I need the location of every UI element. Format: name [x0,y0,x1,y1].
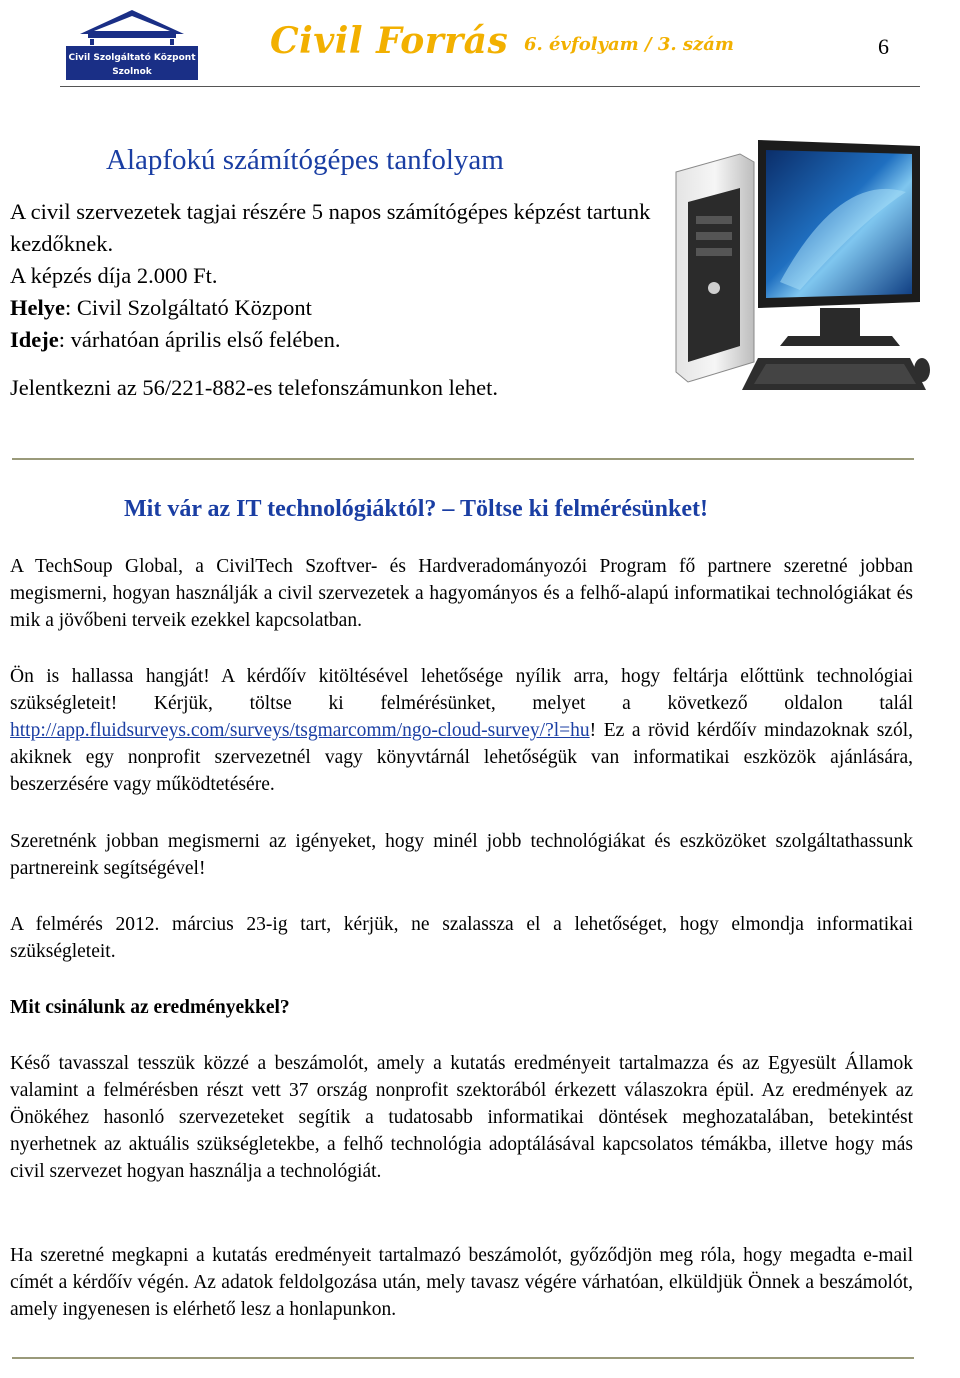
results-heading: Mit csinálunk az eredményekkel? [10,997,290,1018]
course-time [10,324,670,356]
desktop-computer-image [670,132,940,422]
survey-paragraph-6 [10,1242,913,1323]
time-value: : várhatóan április első felében. [58,327,341,352]
survey-link[interactable]: http://app.fluidsurveys.com/surveys/tsgmarcomm/ngo-cloud-survey/?l=hu [10,720,590,741]
issue-label: 6. évfolyam / 3. szám [524,34,734,55]
survey-paragraph-1 [10,553,913,634]
survey-paragraph-2-rest: ! Ez a rövid kérdőív mindazoknak szól, akiknek egy nonprofit szervezetnél vagy könyvtárnál lehetőségük van informatikai eszközök ajánlására, beszerzésére vagy működtetésére. [10,720,913,795]
course-line1: A civil szervezetek tagjai részére 5 napos számítógépes képzést tartunk kezdőknek. [10,199,651,256]
survey-paragraph-4 [10,911,913,965]
survey-paragraph-1-text: A TechSoup Global, a CivilTech Szoftver- és Hardveradományozói Program fő partnere szeretné jobban megismerni, hogyan használják a civil szervezetek a hagyományos és a felhő-alapú informatikai technológiákat és mik a jövőbeni terveik ezekkel kapcsolatban. [10,556,913,631]
page-number: 6 [878,34,889,59]
survey-paragraph-6-text: Ha szeretné megkapni a kutatás eredményeit tartalmazó beszámolót, győződjön meg róla, hogy megadta e-mail címét a kérdőív végén. Az adatok feldolgozása után, mely tavasz végére várhatóan, elküldjük Önnek a beszámolót, amely ingyenesen is elérhető lesz a honlapunkon. [10,1245,913,1320]
place-value: : Civil Szolgáltató Központ [64,295,312,320]
survey-article-title: Mit vár az IT technológiáktól? – Töltse ki felmérésünket! [124,496,708,522]
survey-paragraph-2 [10,663,913,798]
masthead-title: Civil Forrás [270,20,509,62]
civil-szolgaltato-kozpont-logo [60,4,204,82]
section-divider [12,458,914,460]
survey-paragraph-3 [10,828,913,882]
survey-paragraph-4-text: A felmérés 2012. március 23-ig tart, kérjük, ne szalassza el a lehetőséget, hogy elmondja informatikai szükségleteit. [10,914,913,962]
logo-line2: Szolnok [112,67,152,77]
course-signup: Jelentkezni az 56/221-882-es telefonszámunkon lehet. [10,375,498,400]
course-details [10,196,670,404]
time-label: Ideje [10,327,59,352]
course-place [10,292,670,324]
header-divider [60,86,920,87]
course-title: Alapfokú számítógépes tanfolyam [106,144,504,176]
survey-paragraph-5-text: Késő tavasszal tesszük közzé a beszámolót, amely a kutatás eredményeit tartalmazza és az Egyesült Államok valamint a felmérésben részt vett 37 ország nonprofit szektorából érkezett válaszokra épül. Az eredmények az Önökéhez hasonló szervezeteket segítik a tudatosabb informatikai döntések meghozatalában, betekintést nyerhetnek az aktuális szükségletekbe, a felhő technológia adoptálásával kapcsolatos témákba, illetve hogy más civil szervezet hogyan használja a technológiát. [10,1053,913,1182]
logo-line1: Civil Szolgáltató Központ [68,53,196,63]
survey-paragraph-3-text: Szeretnénk jobban megismerni az igényeket, hogy minél jobb technológiákat és eszközöket szolgáltathassunk partnereink segítségével! [10,831,913,879]
course-fee: A képzés díja 2.000 Ft. [10,263,218,288]
survey-paragraph-2-text: Ön is hallassa hangját! A kérdőív kitöltésével lehetősége nyílik arra, hogy feltárja előttünk technológiai szükségleteit! Kérjük, töltse ki felmérésünket, melyet a következő oldalon talál [10,666,913,714]
survey-paragraph-5 [10,1050,913,1185]
footer-divider [12,1357,914,1359]
place-label: Helye [10,295,65,320]
